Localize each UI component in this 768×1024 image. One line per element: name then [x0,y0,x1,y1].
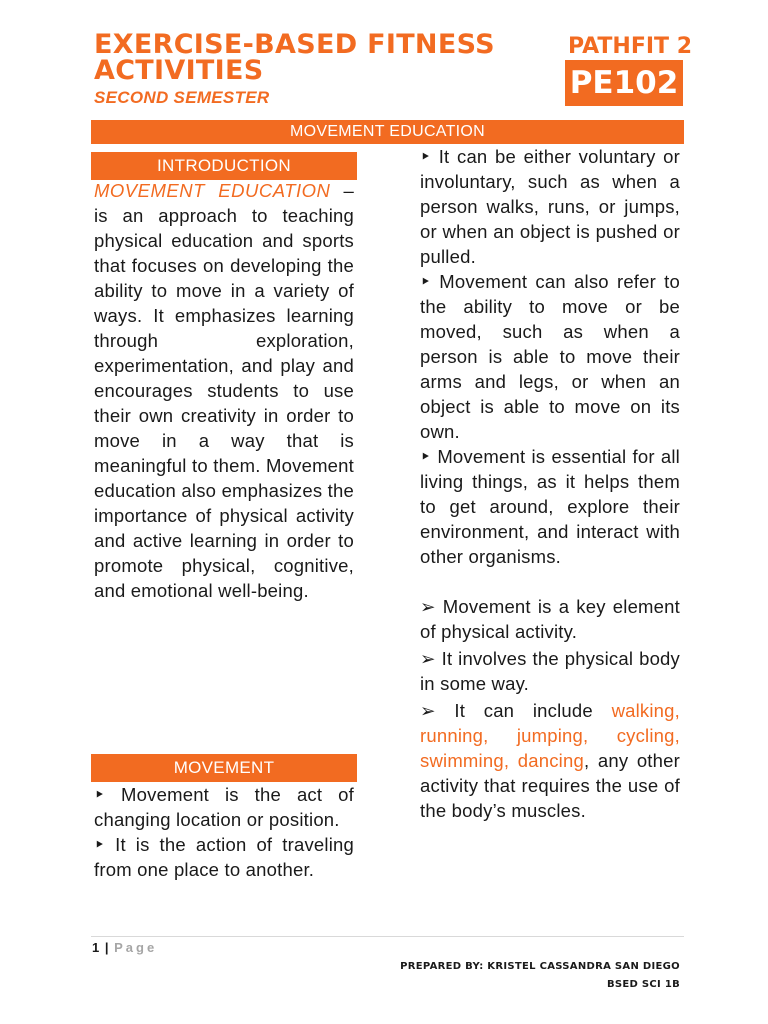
semester-label: SECOND SEMESTER [94,88,270,107]
list-item: ‣ Movement is essential for all living things, as it helps them to get around, explore their environment, and interact with other organisms. [420,446,680,567]
page-number [92,940,157,955]
list-item: ‣ It can be either voluntary or involuntary, such as when a person walks, runs, or jumps, or when an object is pushed or pulled. [420,146,680,267]
course-label: PATHFIT 2 [568,34,693,59]
list-item: ‣ Movement is the act of changing location or position. [94,784,354,830]
introduction-term: MOVEMENT EDUCATION [94,180,331,201]
list-item [420,698,680,823]
introduction-text [94,178,354,603]
course-code-badge: PE102 [565,60,683,106]
footer-divider [91,936,684,937]
arrow-prefix: ➢ It can include [420,700,612,721]
arrow-suffix: , any other activity that requires the use of the body’s muscles. [420,750,680,821]
page-separator: | [100,940,115,955]
prepared-by [400,958,680,994]
list-item: ➢ Movement is a key element of physical activity. [420,596,680,642]
right-column-text [420,144,680,823]
movement-list [94,782,354,882]
introduction-heading: INTRODUCTION [91,152,357,180]
movement-heading: MOVEMENT [91,754,357,782]
list-item: ‣ It is the action of traveling from one place to another. [94,834,354,880]
introduction-paragraph: is an approach to teaching physical education and sports that focuses on developing the ability to move in a variety of ways. It emphasizes learning through exploration, experimentation, and play and encourages students to use their own creativity in order to move in a way that is meaningful to them. Movement education also emphasizes the importance of physical activity and active learning in order to promote physical, cognitive, and emotional well-being. [94,205,354,601]
page-word: Page [114,940,158,955]
list-item: ➢ It involves the physical body in some way. [420,648,680,694]
section-banner: MOVEMENT EDUCATION [91,120,684,144]
page-number-value: 1 [92,940,101,955]
introduction-dash: – [343,180,355,201]
document-title: EXERCISE-BASED FITNESS ACTIVITIES [94,29,495,86]
program-label: BSED SCI 1B [606,979,680,990]
prepared-by-name: PREPARED BY: KRISTEL CASSANDRA SAN DIEGO [400,961,680,972]
list-item: ‣ Movement can also refer to the ability to move or be moved, such as when a person is able to move their arms and legs, or when an object is able to move on its own. [420,271,680,442]
activity-examples: walking, running, jumping, cycling, swimming, dancing [420,700,680,771]
